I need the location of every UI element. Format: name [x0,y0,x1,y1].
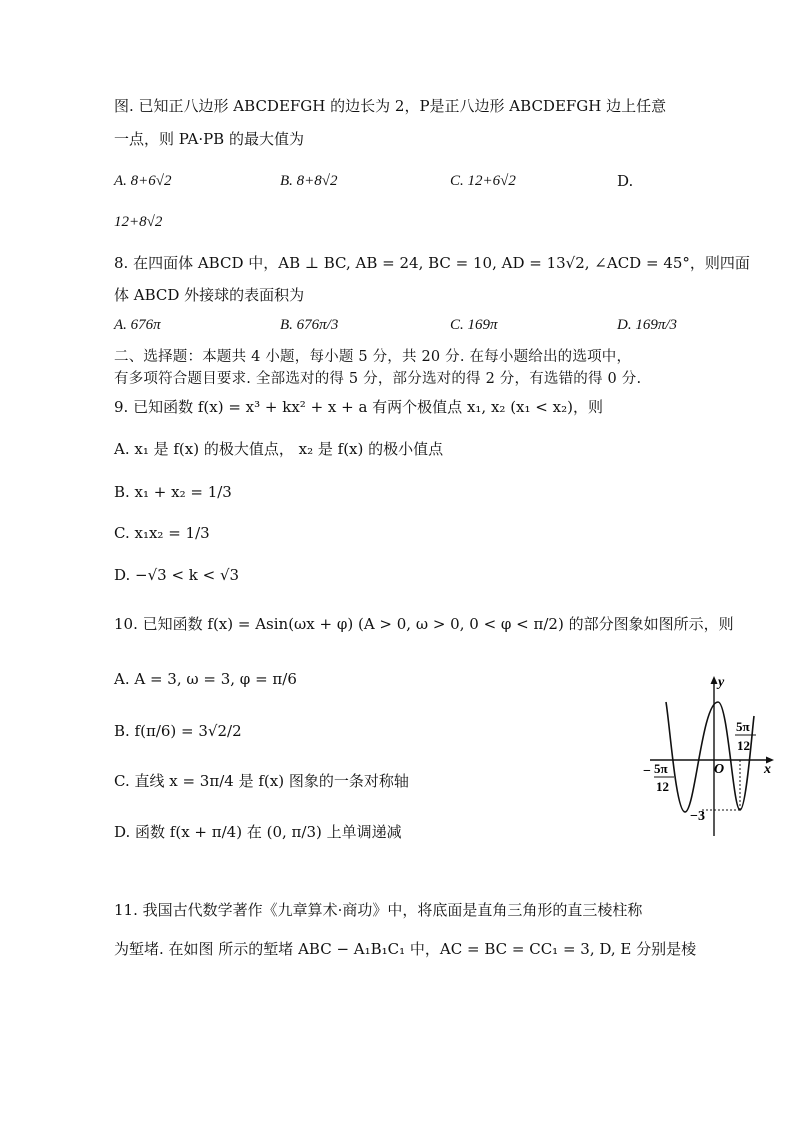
origin-label: O [714,762,725,777]
q10-stem: 10. 已知函数 f(x) = Asin(ωx + φ) (A > 0, ω > 0, 0 < φ < π/2) 的部分图象如图所示，则 [114,615,734,633]
q11-stem-line1: 11. 我国古代数学著作《九章算术·商功》中，将底面是直角三角形的直三棱柱称 [114,901,643,919]
q8-option-b: B. 676π/3 [280,317,339,333]
q9-option-d: D. −√3 < k < √3 [114,566,240,584]
q8-stem-line2: 体 ABCD 外接球的表面积为 [114,286,305,304]
q8-option-d: D. 169π/3 [617,317,678,333]
left-tick-numerator: 5π [654,761,668,776]
q8-option-a: A. 676π [114,317,161,333]
right-tick-numerator: 5π [736,719,750,734]
q7-option-d-value: 12+8√2 [114,214,163,230]
right-tick-denominator: 12 [737,738,750,753]
q9-stem: 9. 已知函数 f(x) = x³ + kx² + x + a 有两个极值点 x₁, x₂ (x₁ < x₂)，则 [114,398,603,416]
q7-option-c: C. 12+6√2 [450,173,516,189]
q7-option-b: B. 8+8√2 [280,173,338,189]
q11-stem-line2: 为堑堵. 在如图 所示的堑堵 ABC − A₁B₁C₁ 中，AC = BC = CC₁ = 3, D, E 分别是棱 [114,940,697,958]
left-tick-sign: − [643,764,651,779]
q9-option-b: B. x₁ + x₂ = 1/3 [114,483,232,501]
section2-line2: 有多项符合题目要求. 全部选对的得 5 分，部分选对的得 2 分，有选错的得 0 分. [114,371,642,387]
q7-stem-line2: 一点，则 PA·PB 的最大值为 [114,130,304,148]
q7-option-d: D. [617,172,634,190]
q10-option-a: A. A = 3, ω = 3, φ = π/6 [114,670,297,688]
q10-option-c: C. 直线 x = 3π/4 是 f(x) 图象的一条对称轴 [114,772,409,790]
x-axis-label: x [764,762,771,777]
q10-sine-graph [640,672,780,838]
q7-option-a: A. 8+6√2 [114,173,172,189]
y-axis-arrow [711,676,718,684]
q8-stem-line1: 8. 在四面体 ABCD 中，AB ⊥ BC, AB = 24, BC = 10, AD = 13√2, ∠ACD = 45°，则四面 [114,254,750,272]
y-axis-label: y [718,675,725,690]
q7-stem-line1: 图. 已知正八边形 ABCDEFGH 的边长为 2，P是正八边形 ABCDEFGH 边上任意 [114,97,667,115]
q8-option-c: C. 169π [450,317,498,333]
section2-line1: 二、选择题：本题共 4 小题，每小题 5 分，共 20 分. 在每小题给出的选项中， [114,349,632,365]
min-value-label: −3 [690,809,705,824]
q10-option-b: B. f(π/6) = 3√2/2 [114,722,242,740]
q9-option-c: C. x₁x₂ = 1/3 [114,524,210,542]
left-tick-denominator: 12 [656,779,669,794]
q10-option-d: D. 函数 f(x + π/4) 在 (0, π/3) 上单调递减 [114,823,402,841]
q9-option-a: A. x₁ 是 f(x) 的极大值点， x₂ 是 f(x) 的极小值点 [114,440,444,458]
